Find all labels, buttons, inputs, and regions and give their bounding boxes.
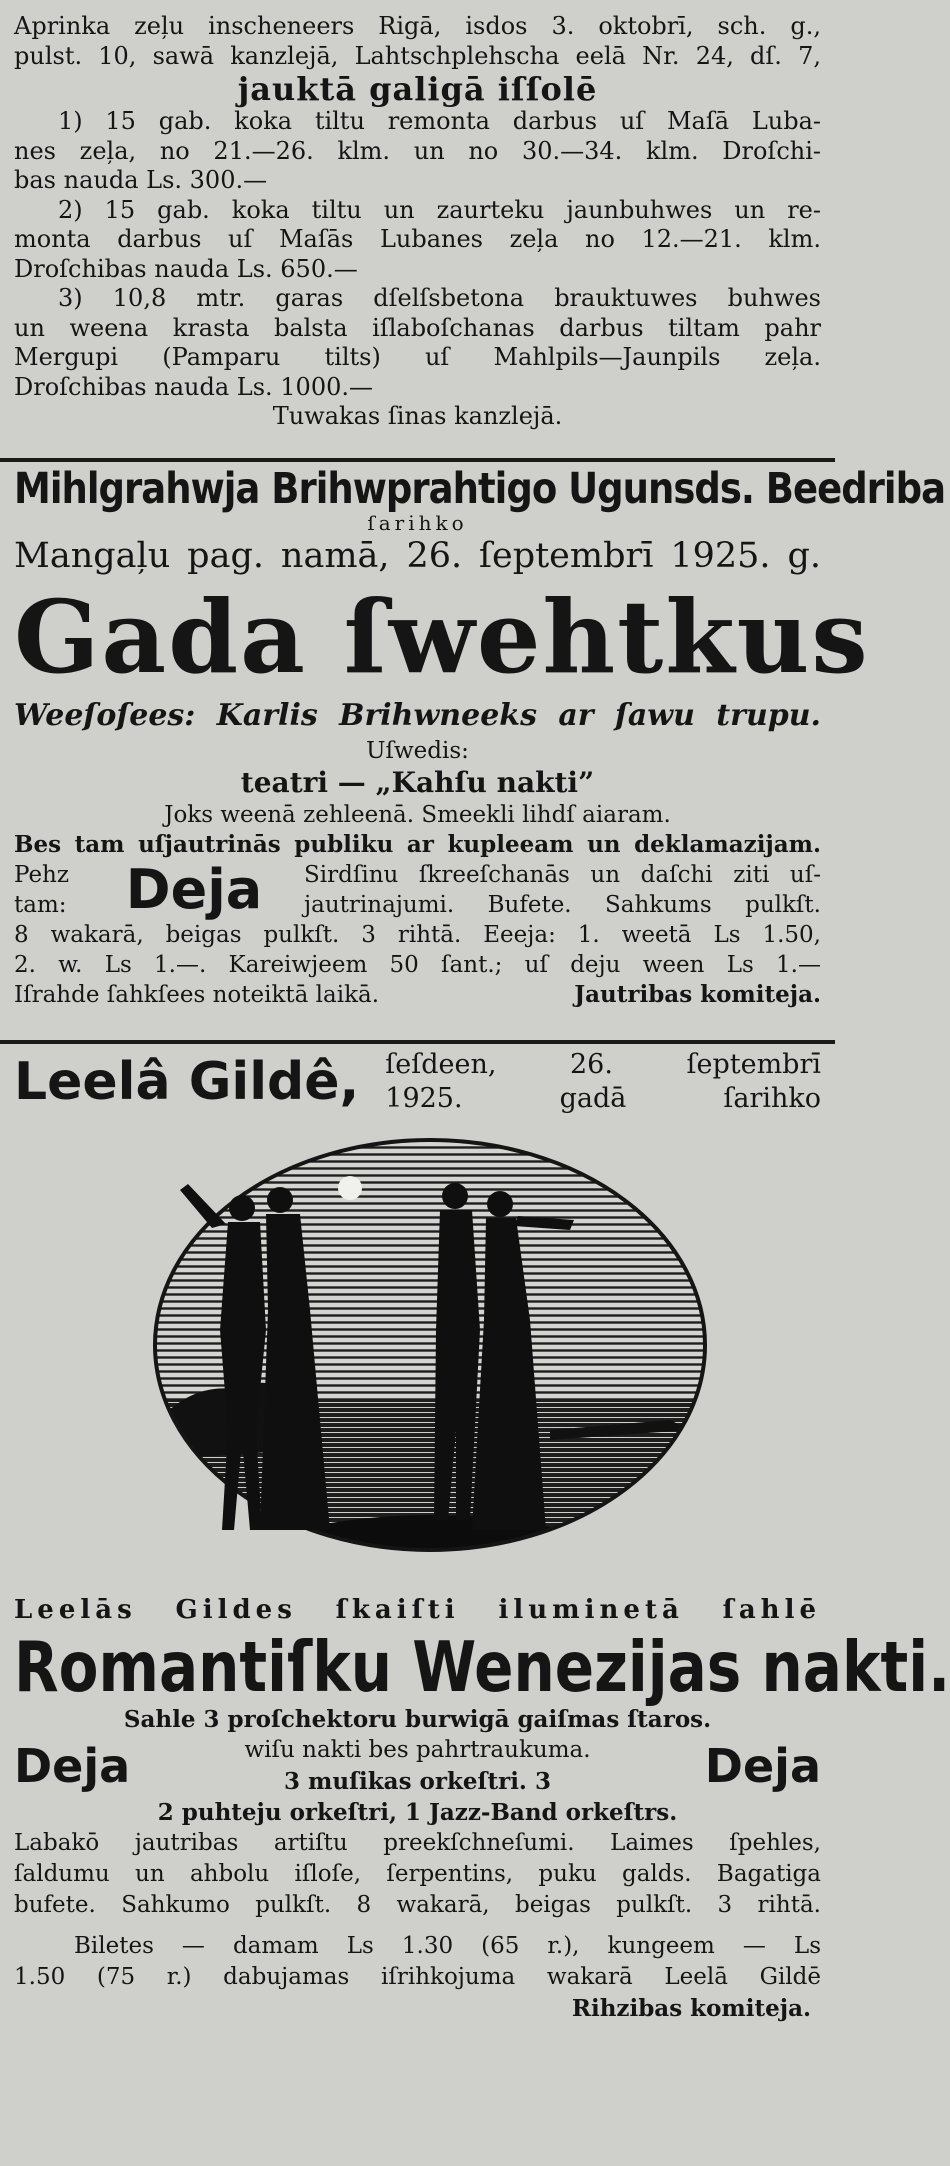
notice-item-1: bas nauda Ls. 300.—: [14, 166, 268, 194]
notice-line: pulst. 10, sawā kanzlejā, Lahtschplehscha eelā Nr. 24, dſ. 7,: [14, 41, 821, 70]
dance-middle: [194, 1735, 641, 1797]
event-title: Gada ſwehtkus: [14, 578, 870, 696]
extra-line: Bes tam uſjautrinās publiku ar kupleeam un deklamazijam.: [14, 831, 821, 858]
notice-heading: jauktā galigā iſſolē: [237, 70, 598, 108]
guild-details: [14, 1704, 821, 2024]
notice-item-2: Droſchibas nauda Ls. 650.—: [14, 254, 358, 283]
venue-date-line: 1925. gadā ſarihko: [385, 1083, 821, 1114]
orchestra-count: 3 muſikas orkeſtri. 3: [284, 1768, 551, 1795]
festival-details: [14, 736, 821, 1010]
committee-sign: Jautribas komiteja.: [574, 981, 821, 1008]
divider: [0, 1040, 835, 1044]
dance-right: Deja: [704, 1739, 821, 1793]
orchestra-line: 2 puhteju orkeſtri, 1 Jazz-Band orkeſtrs.: [157, 1799, 678, 1826]
notice-item-3: un weena krasta balsta iſlaboſchanas darbus tiltam pahr: [14, 313, 821, 342]
program-line: ſaldumu un ahbolu iſloſe, ſerpentins, puku galds. Bagatiga: [14, 1861, 821, 1887]
after-label: [14, 860, 84, 920]
notice-line: Aprinka zeļu inscheneers Rigā, isdos 3. oktobrī, sch. g.,: [14, 12, 821, 40]
dance-note: wiſu nakti bes pahrtraukuma.: [244, 1737, 591, 1763]
start-note: Iſrahde ſahkſees noteiktā laikā.: [14, 982, 380, 1008]
dance-row: [14, 860, 821, 920]
arranges-label: ſarihko: [367, 511, 468, 535]
dance-note: Sirdſinu ſkreeſchanās un daſchi ziti uſ-: [304, 862, 821, 888]
notice-item-1: nes zeļa, no 21.—26. klm. un no 30.—34. klm. Droſchi-: [14, 136, 821, 165]
guest-line: Weeſoſees: Karlis Brihwneeks ar ſawu trupu.: [14, 698, 821, 733]
venue-date-line: ſeſdeen, 26. ſeptembrī: [385, 1049, 821, 1080]
dancers-illustration: [150, 1130, 710, 1570]
tender-notice: [14, 12, 821, 432]
event-title-2: Romantiſku Wenezijas nakti.: [14, 1626, 950, 1708]
time-line: 8 wakarā, beigas pulkſt. 3 rihtā. Eeeja: 1. weetā Ls 1.50,: [14, 922, 821, 948]
notice-item-2: monta darbus uſ Maſās Lubanes zeļa no 12.—21. klm.: [14, 225, 821, 253]
lights-line: Sahle 3 proſchektoru burwigā gaiſmas ſtaros.: [123, 1706, 712, 1733]
play-note: Joks weenā zehleenā. Smeekli lihdſ aiaram.: [164, 802, 671, 828]
play-title: teatri — „Kahſu nakti”: [240, 766, 595, 799]
program-line: bufete. Sahkumo pulkſt. 8 wakarā, beigas pulkſt. 3 rihtā.: [14, 1892, 821, 1918]
footer-row: [14, 980, 821, 1010]
divider: [0, 458, 835, 462]
after-text: tam:: [14, 892, 67, 918]
guild-ad-header: [14, 1048, 821, 1116]
program-line: Labakō jautribas artiſtu preekſchneſumi. Laimes ſpehles,: [14, 1830, 821, 1856]
organizer: Mihlgrahwja Brihwprahtigo Ugunsds. Beedriba: [14, 463, 946, 514]
dance-label: Deja: [125, 858, 263, 921]
notice-info: Tuwakas ſinas kanzlejā.: [272, 402, 563, 430]
festival-ad: [14, 463, 946, 1010]
price-line: 2. w. Ls 1.—. Kareiwjeem 50 ſant.; uſ deju ween Ls 1.—: [14, 952, 821, 978]
notice-item-2: 2) 15 gab. koka tiltu un zaurteku jaunbuhwes un re-: [58, 195, 821, 224]
dance-notes: [304, 860, 821, 920]
committee-sign-2: Rihzibas komiteja.: [571, 1995, 811, 2022]
guild-ad-body: [14, 1590, 950, 2024]
notice-item-3: 3) 10,8 mtr. garas dſelſsbetona brauktuwes buhwes: [58, 284, 821, 312]
venue-date: [385, 1048, 821, 1116]
ticket-line: Biletes — damam Ls 1.30 (65 r.), kungeem — Ls: [74, 1933, 821, 1959]
venue-name: Leelâ Gildê,: [14, 1052, 360, 1112]
venue-row: [14, 1048, 821, 1116]
dance-left: Deja: [14, 1739, 131, 1793]
dance-row-2: [14, 1735, 821, 1797]
hall-line: Leelās Gildes ſkaiſti iluminetā ſahlē: [14, 1595, 821, 1625]
staging-label: Uſwedis:: [366, 738, 469, 764]
dance-note: jautrinajumi. Bufete. Sahkums pulkſt.: [304, 892, 821, 918]
notice-item-1: 1) 15 gab. koka tiltu remonta darbus uſ Maſā Luba-: [58, 107, 821, 135]
notice-item-3: Mergupi (Pamparu tilts) uſ Mahlpils—Jaunpils zeļa.: [14, 343, 821, 371]
ticket-line: 1.50 (75 r.) dabujamas iſrihkojuma wakarā Leelā Gildē: [14, 1964, 821, 1990]
event-date: Mangaļu pag. namā, 26. ſeptembrī 1925. g.: [14, 536, 821, 576]
notice-item-3: Droſchibas nauda Ls. 1000.—: [14, 372, 373, 401]
after-text: Pehz: [14, 862, 69, 888]
